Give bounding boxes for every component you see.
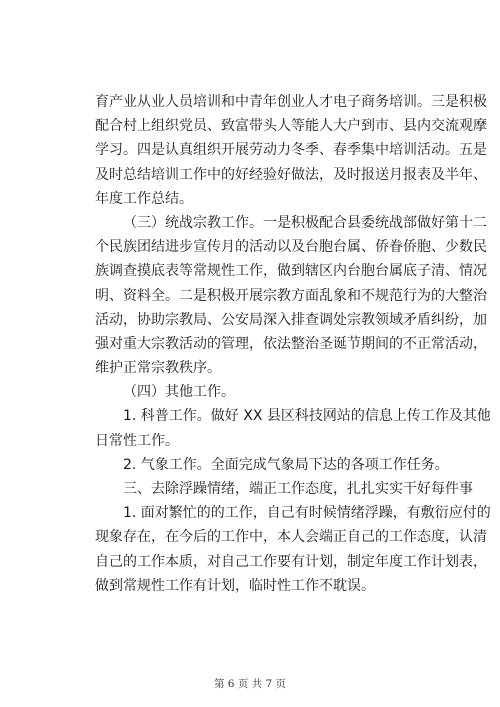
section-heading-three: 三、去除浮躁情绪，端正工作态度，扎扎实实干好每件事 bbox=[123, 481, 473, 497]
text-line-10: 活动，协助宗教局、公安局深入排查调处宗教领域矛盾纠纷，加 bbox=[95, 311, 487, 328]
text-line-4: 及时总结培训工作中的好经验好做法，及时报送月报表及半年、 bbox=[95, 166, 487, 183]
text-line-7: 个民族团结进步宣传月的活动以及台胞台属、侨眷侨胞、少数民 bbox=[95, 239, 487, 256]
item-science-popularization: 1. 科普工作。做好 XX 县区科技网站的信息上传工作及其他 bbox=[123, 408, 491, 425]
text-line-12: 维护正常宗教秩序。 bbox=[95, 360, 221, 377]
text-line-1: 育产业从业人员培训和中青年创业人才电子商务培训。三是积极 bbox=[95, 94, 487, 110]
text-line-8: 族调查摸底表等常规性工作，做到辖区内台胞台属底子清、情况 bbox=[95, 263, 487, 280]
text-line-21: 做到常规性工作有计划，临时性工作不耽误。 bbox=[95, 577, 375, 594]
item-meteorology: 2. 气象工作。全面完成气象局下达的各项工作任务。 bbox=[123, 456, 449, 473]
text-line-15: 日常性工作。 bbox=[95, 432, 179, 449]
text-line-5: 年度工作总结。 bbox=[95, 190, 193, 207]
text-line-9: 明、资料全。二是积极开展宗教方面乱象和不规范行为的大整治 bbox=[95, 287, 487, 304]
text-line-20: 自己的工作本质，对自己工作要有计划，制定年度工作计划表， bbox=[95, 553, 487, 570]
item-attitude: 1. 面对繁忙的的工作，自己有时候情绪浮躁，有敷衍应付的 bbox=[123, 505, 491, 522]
text-line-2: 配合村上组织党员、致富带头人等能人大户到市、县内交流观摩 bbox=[95, 118, 487, 135]
section-heading-united-front: （三）统战宗教工作。一是积极配合县委统战部做好第十二 bbox=[123, 214, 487, 231]
text-line-11: 强对重大宗教活动的管理，依法整治圣诞节期间的不正常活动， bbox=[95, 335, 487, 352]
text-line-3: 学习。四是认真组织开展劳动力冬季、春季集中培训活动。五是 bbox=[95, 142, 487, 159]
page-footer: 第 6 页 共 7 页 bbox=[213, 678, 287, 690]
section-heading-other-work: （四）其他工作。 bbox=[123, 384, 235, 401]
text-line-19: 现象存在，在今后的工作中，本人会端正自己的工作态度，认清 bbox=[95, 529, 487, 546]
body-text bbox=[95, 90, 491, 598]
